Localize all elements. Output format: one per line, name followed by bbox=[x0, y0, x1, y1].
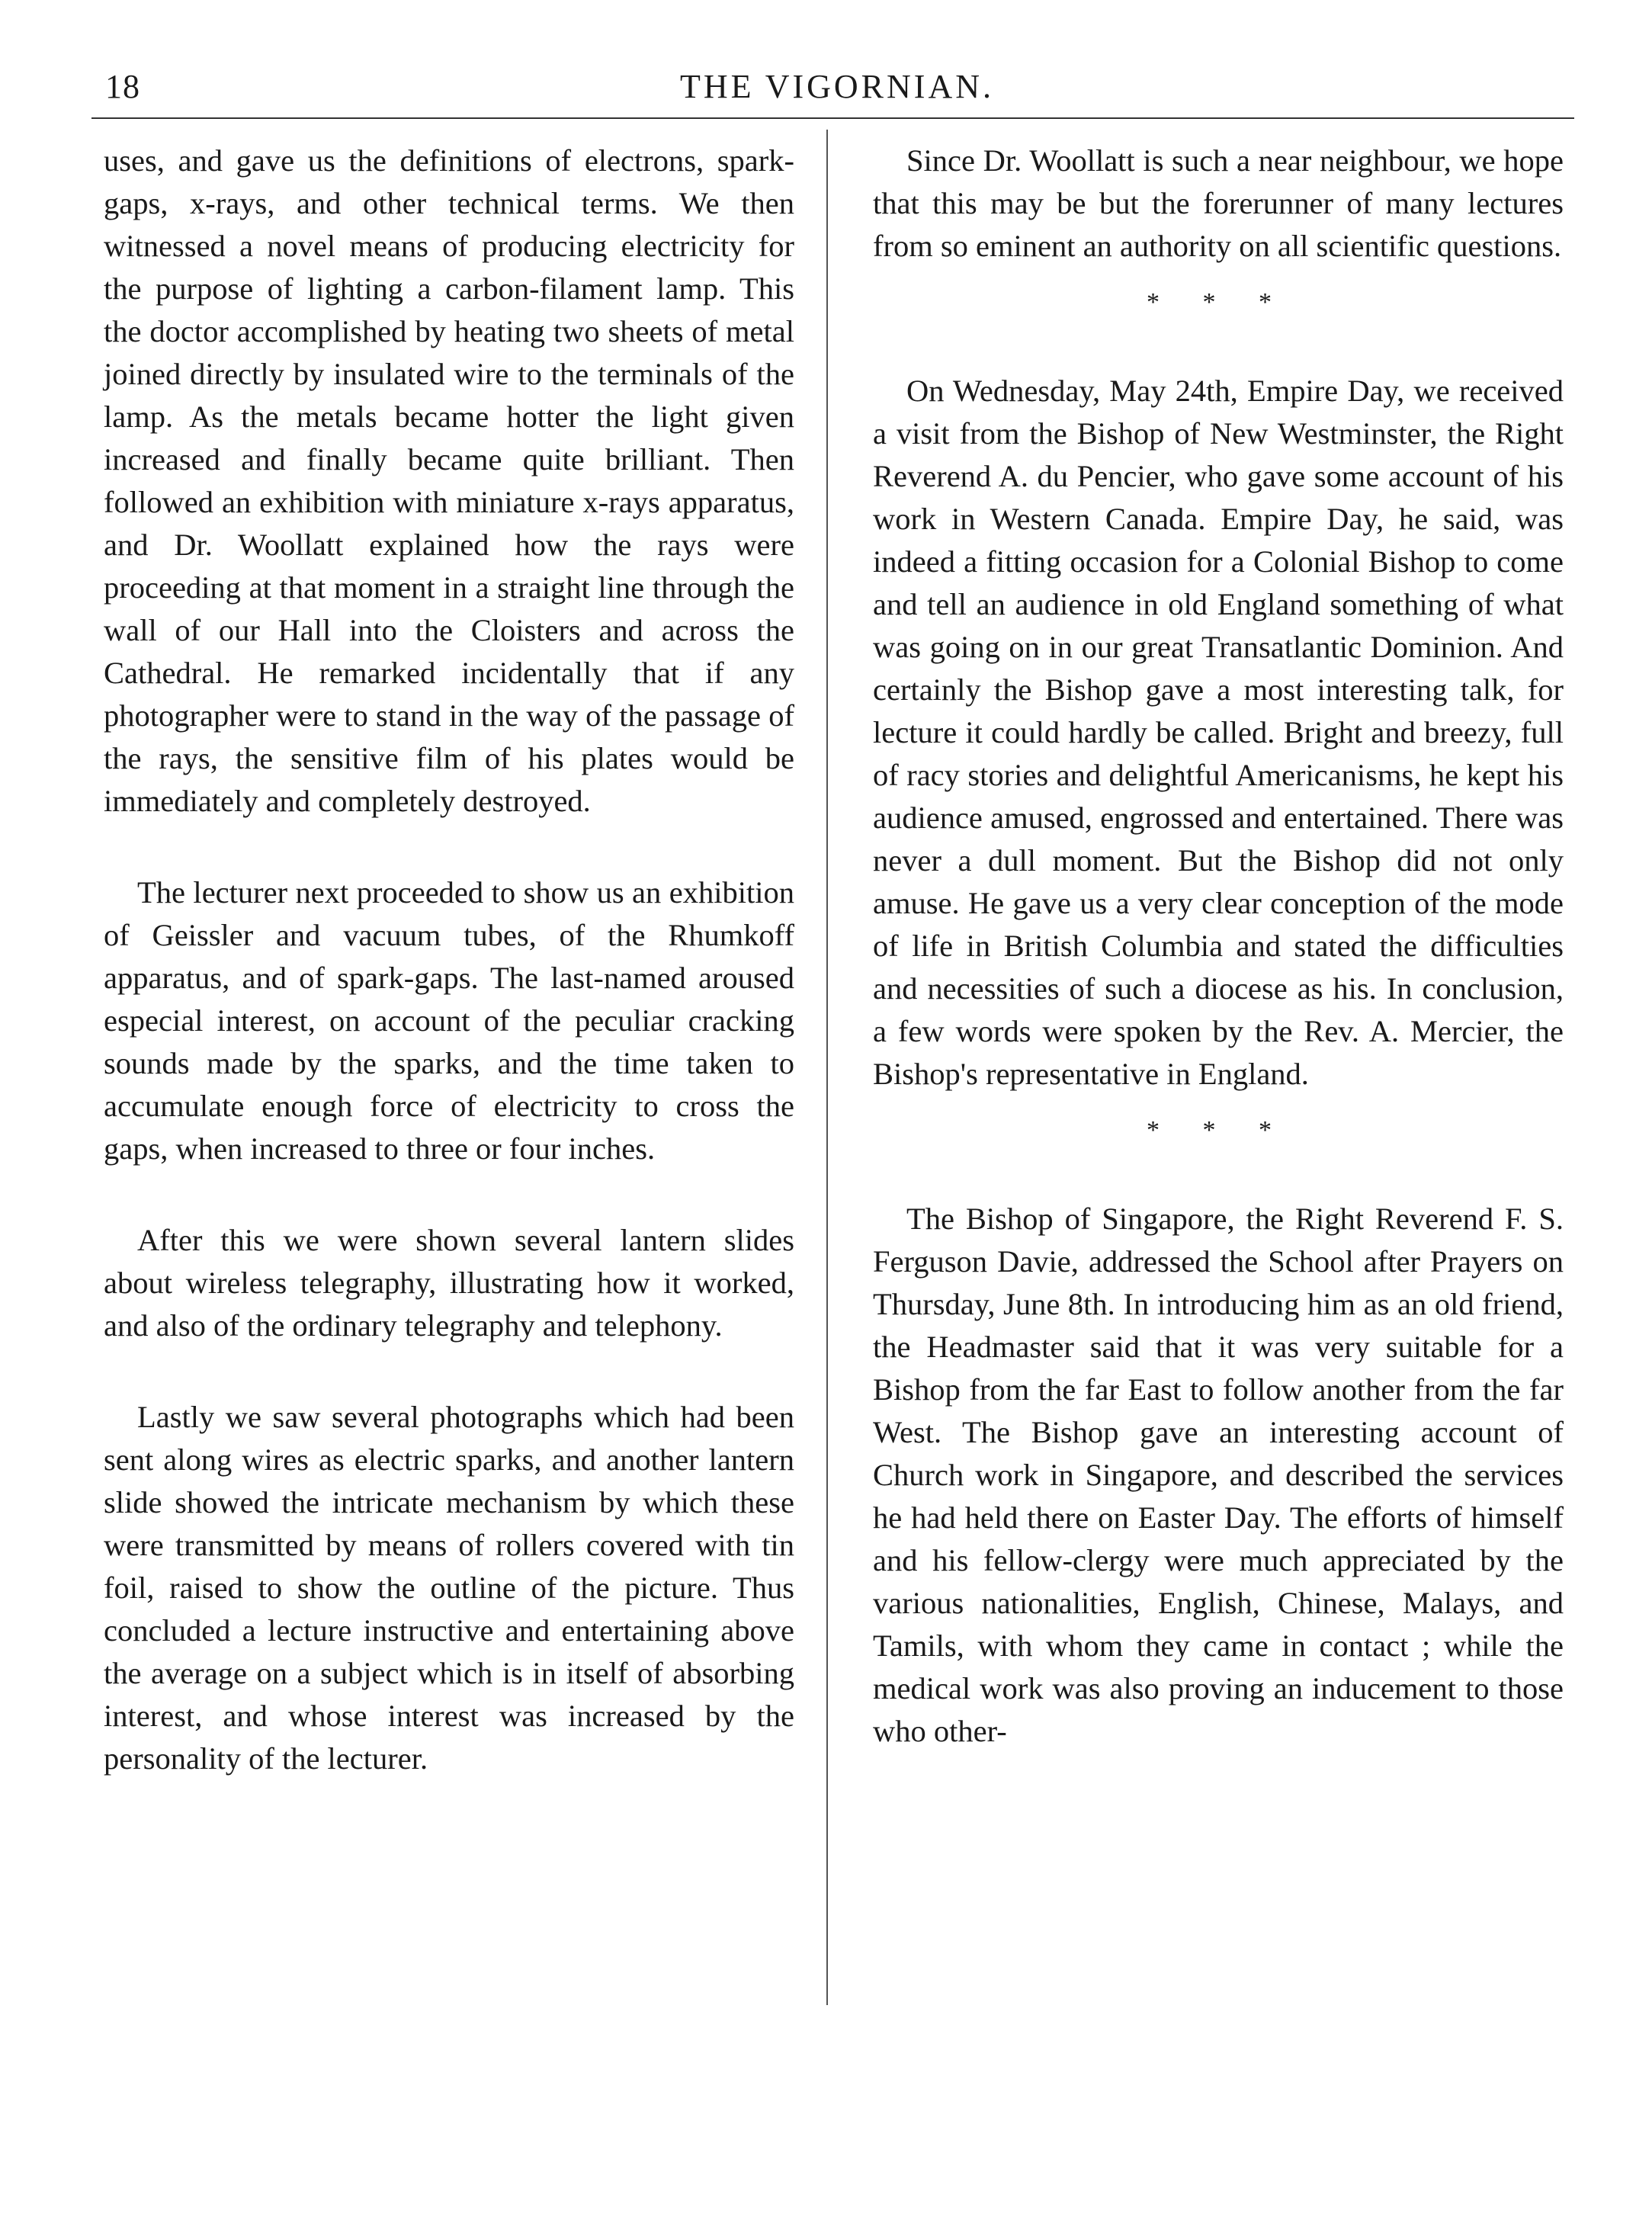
paragraph-wireless-telegraphy: After this we were shown several lantern slides about wireless telegraphy, illustrating how it worked, and also of the ordinary telegraphy and telephony. bbox=[104, 1223, 794, 1343]
column-divider bbox=[826, 130, 828, 2005]
page-number: 18 bbox=[105, 68, 140, 105]
header-rule bbox=[91, 117, 1574, 119]
paragraph-empire-day: On Wednesday, May 24th, Empire Day, we received a visit from the Bishop of New Westminster, the Right Reverend A. du Pencier, who gave some account of his work in Western Canada. Empire Day, he said, was indeed a fitting occasion for a Colonial Bishop to come and tell an audience in old England something of what was going on in our great Transatlantic Dominion. And certainly the Bishop gave a most interesting talk, for lecture it could hardly be called. Bright and breezy, full of racy stories and delightful Americanisms, he kept his audience amused, engrossed and entertained. There was never a dull moment. But the Bishop did not only amuse. He gave us a very clear conception of the mode of life in British Columbia and stated the difficulties and necessities of such a diocese as his. In conclusion, a few words were spoken by the Rev. A. Mercier, the Bishop's representative in England. bbox=[873, 374, 1564, 1091]
paragraph-bishop-singapore: The Bishop of Singapore, the Right Reverend F. S. Ferguson Davie, addressed the School after Prayers on Thursday, June 8th. In introducing him as an old friend, the Headmaster said that it was very suitable for a Bishop from the far East to follow another from the far West. The Bishop gave an interesting account of Church work in Singapore, and described the services he had held there on Easter Day. The efforts of himself and his fellow-clergy were much appreciated by the various nationalities, English, Chinese, Malays, and Tamils, with whom they came in contact ; while the medical work was also proving an inducement to those who other- bbox=[873, 1202, 1564, 1748]
paragraph-lecture-continued: uses, and gave us the definitions of electrons, spark-gaps, x-rays, and other technical terms. We then witnessed a novel means of producing electricity for the purpose of lighting a carbon-filament lamp. This the doctor accomplished by heating two sheets of metal joined directly by insulated wire to the terminals of the lamp. As the metals became hotter the light given increased and finally became quite brilliant. Then followed an exhibition with miniature x-rays apparatus, and Dr. Woollatt explained how the rays were proceeding at that moment in a straight line through the wall of our Hall into the Cloisters and across the Cathedral. He remarked incidentally that if any photographer were to stand in the way of the passage of the rays, the sensitive film of his plates would be immediately and completely destroyed. bbox=[104, 143, 794, 818]
section-separator: * * * bbox=[1147, 1116, 1290, 1144]
section-separator: * * * bbox=[1147, 288, 1290, 316]
paragraph-gap bbox=[104, 1347, 794, 1396]
paragraph-photographs: Lastly we saw several photographs which had been sent along wires as electric sparks, and another lantern slide showed the intricate mechanism by which these were transmitted by means of rollers covered with tin foil, raised to show the outline of the picture. Thus concluded a lecture instructive and entertaining above the average on a subject which is in itself of absorbing interest, and whose interest was increased by the personality of the lecturer. bbox=[104, 1400, 794, 1776]
paragraph-gap bbox=[104, 823, 794, 871]
paragraph-woollatt-neighbour: Since Dr. Woollatt is such a near neighbour, we hope that this may be but the forerunner of many lectures from so eminent an authority on all scientific questions. bbox=[873, 143, 1564, 263]
paragraph-gap bbox=[104, 1170, 794, 1219]
running-title: THE VIGORNIAN. bbox=[679, 68, 995, 105]
right-column bbox=[873, 140, 1564, 1753]
paragraph-geissler-tubes: The lecturer next proceeded to show us an exhibition of Geissler and vacuum tubes, of the Rhumkoff apparatus, and of spark-gaps. The last-named aroused especial interest, on account of the peculiar cracking sounds made by the sparks, and the time taken to accumulate enough force of electricity to cross the gaps, when increased to three or four inches. bbox=[104, 875, 794, 1166]
running-header bbox=[105, 67, 1569, 113]
left-column bbox=[104, 140, 794, 1780]
